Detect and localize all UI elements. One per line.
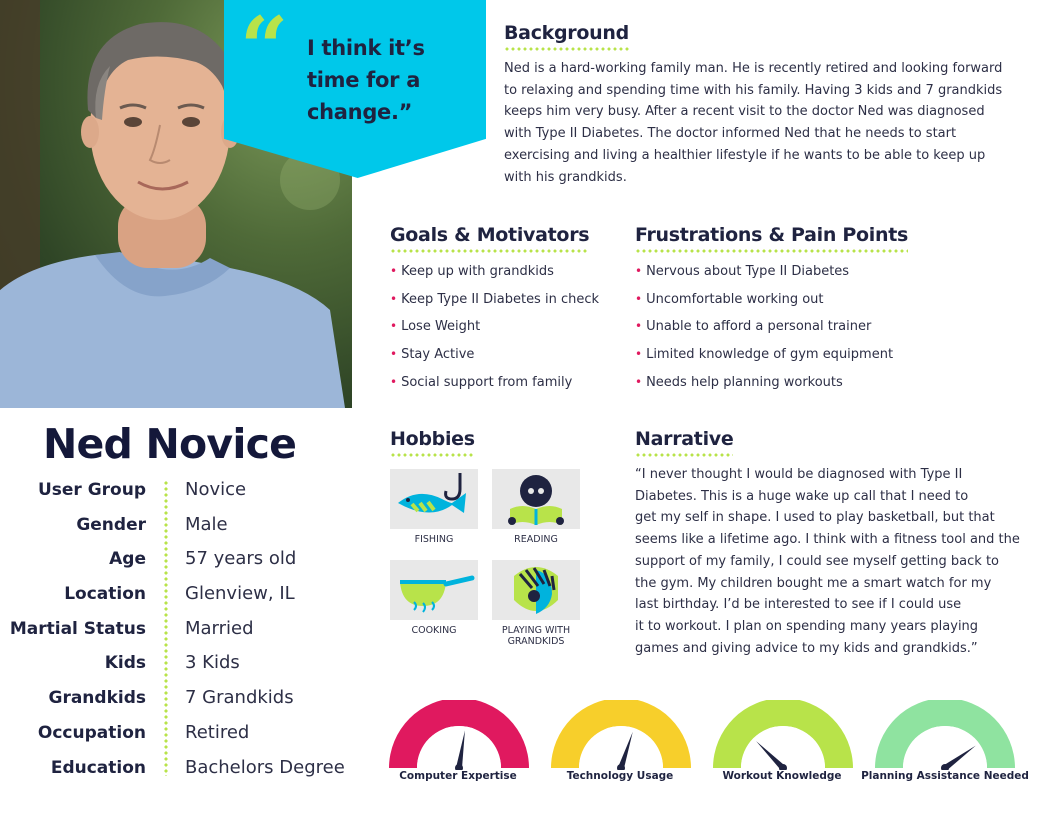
hobby-cooking: COOKING	[390, 560, 478, 636]
list-item: • Keep Type II Diabetes in check	[390, 291, 600, 307]
fish-hook-icon	[390, 469, 478, 529]
gauge-workout-knowledge: Workout Knowledge	[712, 700, 854, 774]
hobby-fishing: FISHING	[390, 469, 478, 545]
field-value: 57 years old	[185, 548, 297, 570]
field-label: Grandkids	[48, 688, 146, 709]
field-label: Location	[64, 584, 146, 605]
field-label: Education	[50, 757, 146, 778]
field-value: Bachelors Degree	[185, 756, 345, 778]
field-value: 3 Kids	[185, 652, 240, 674]
quote-text: I think it’s time for a change.”	[307, 36, 425, 124]
field-value: Male	[185, 513, 228, 535]
list-item: • Keep up with grandkids	[390, 264, 554, 279]
background-text: Ned is a hard-working family man. He is recently retired and looking forward to relaxing and spending time with his family. Having 3 kids and 7 grandkids keeps him very busy. After a recent visit to the doctor Ned was diagnosed with Type II Diabetes. The doctor informed Ned that he needs to start exercising and living a healthier lifestyle if he wants to be able to keep up with his grandkids.	[504, 61, 1003, 185]
list-item: • Social support from family	[390, 374, 573, 390]
frustrations-list	[635, 258, 893, 397]
field-value: 7 Grandkids	[185, 687, 294, 709]
hobby-reading: READING	[492, 469, 580, 545]
hobbies-heading: Hobbies	[390, 428, 475, 457]
gauge-planning-assistance-needed: Planning Assistance Needed	[874, 700, 1016, 774]
field-label: User Group	[37, 480, 146, 500]
frustrations-heading: Frustrations & Pain Points	[635, 224, 908, 253]
field-value: Novice	[185, 479, 247, 500]
baseball-glove-icon	[492, 560, 580, 620]
persona-field-values	[185, 478, 345, 790]
narrative-text: “I never thought I would be diagnosed with Type II Diabetes. This is a huge wake up call that I need to get my self in shape. I used to play basketball, but that seems like a lifetime ago. I think with a fitness tool and the support of my family, I could see myself getting back to the gym. My children bought me a smart watch for my last birthday. I’d be interested to see if I could use it to workout. I plan on spending many years playing games and giving advice to my kids and grandkids.”	[635, 467, 1020, 656]
field-label: Gender	[76, 514, 146, 535]
narrative-heading: Narrative	[635, 428, 733, 457]
gauge-dial-icon	[874, 700, 1016, 770]
list-item: • Uncomfortable working out	[635, 291, 824, 307]
reading-person-icon	[492, 469, 580, 529]
field-value: Retired	[185, 721, 250, 743]
field-label: Age	[109, 549, 146, 570]
list-item: • Nervous about Type II Diabetes	[635, 264, 850, 279]
persona-name: Ned Novice	[43, 420, 297, 468]
field-value: Married	[185, 617, 254, 639]
persona-field-labels	[0, 478, 146, 790]
dotted-divider	[164, 480, 168, 776]
background-heading: Background	[504, 22, 629, 51]
goals-heading: Goals & Motivators	[390, 224, 589, 253]
list-item: • Needs help planning workouts	[635, 374, 843, 390]
gauge-dial-icon	[712, 700, 854, 770]
quote-mark-icon: “	[240, 0, 289, 97]
gauge-dial-icon	[388, 700, 530, 770]
field-label: Kids	[104, 653, 146, 674]
field-label: Martial Status	[9, 618, 146, 639]
list-item: • Stay Active	[390, 347, 475, 363]
list-item: • Limited knowledge of gym equipment	[635, 347, 894, 363]
field-value: Glenview, IL	[185, 583, 295, 605]
gauge-dial-icon	[550, 700, 692, 770]
list-item: • Unable to afford a personal trainer	[635, 319, 872, 335]
cooking-pan-icon	[390, 560, 478, 620]
hobby-playing-with-grandkids: PLAYING WITH GRANDKIDS	[492, 560, 580, 647]
goals-list	[390, 258, 599, 397]
gauge-technology-usage: Technology Usage	[550, 700, 692, 774]
list-item: • Lose Weight	[390, 319, 481, 335]
field-label: Occupation	[37, 722, 146, 743]
gauge-computer-expertise: Computer Expertise	[388, 700, 530, 774]
